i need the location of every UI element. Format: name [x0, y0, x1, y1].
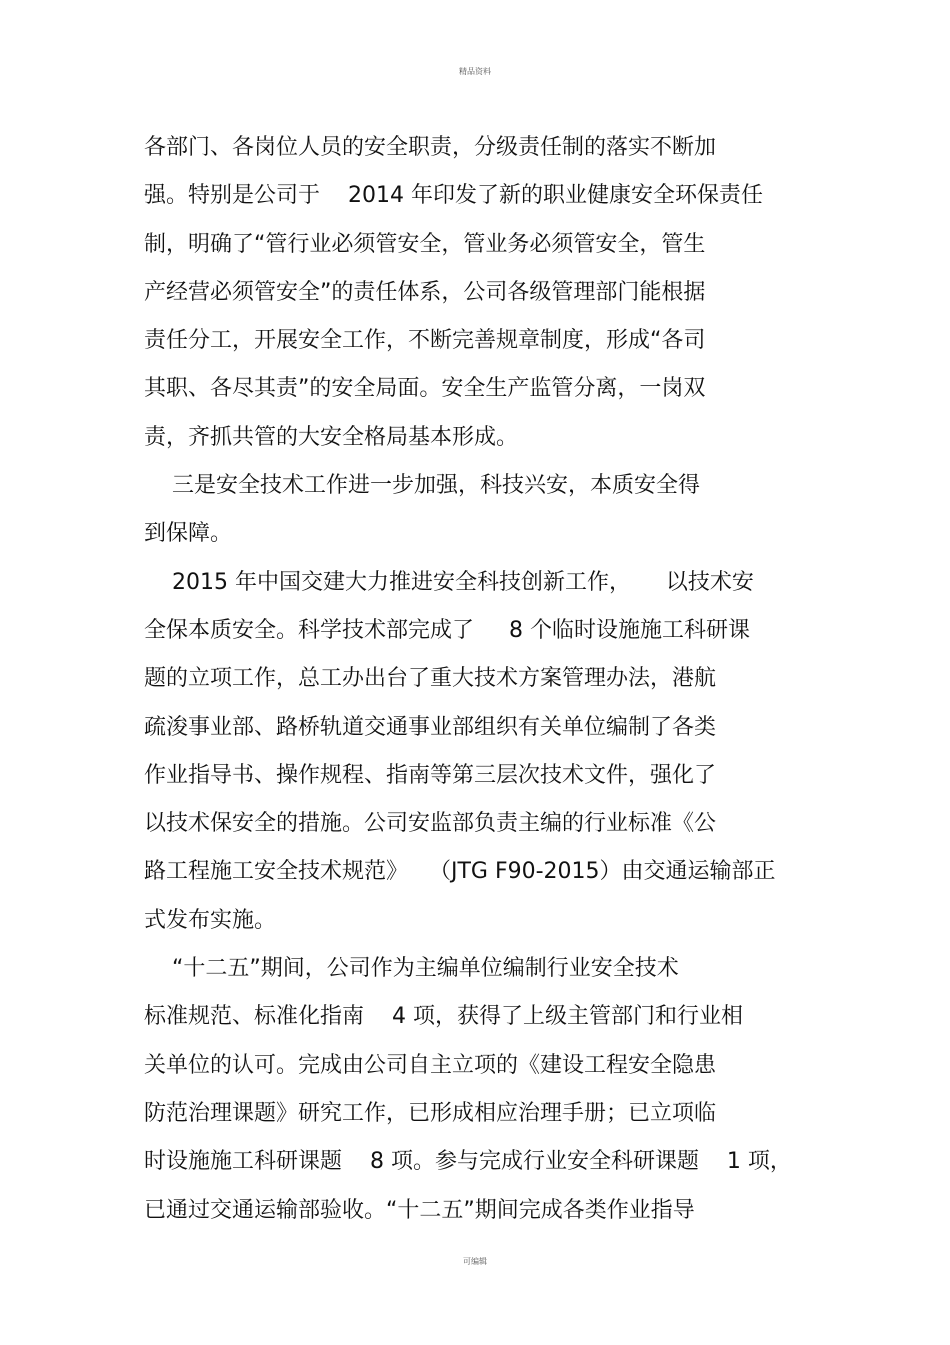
text-line: 式发布实施。	[144, 907, 277, 933]
text-line: 疏浚事业部、路桥轨道交通事业部组织有关单位编制了各类	[144, 714, 717, 740]
text-line: 强。特别是公司于 2014 年印发了新的职业健康安全环保责任	[144, 183, 763, 209]
text-line: 以技术保安全的措施。公司安监部负责主编的行业标准《公	[144, 811, 717, 837]
text-line: 制，明确了“管行业必须管安全，管业务必须管安全，管生	[144, 231, 706, 257]
text-line: 责，齐抓共管的大安全格局基本形成。	[144, 424, 519, 450]
text-line: 防范治理课题》研究工作，已形成相应治理手册；已立项临	[144, 1100, 717, 1126]
document-body	[144, 129, 824, 1240]
text-line: 到保障。	[144, 521, 233, 547]
text-line: 全保本质安全。科学技术部完成了 8 个临时设施施工科研课	[144, 617, 750, 643]
text-line: 题的立项工作，总工办出台了重大技术方案管理办法，港航	[144, 666, 717, 692]
text-line: 已通过交通运输部验收。“十二五”期间完成各类作业指导	[144, 1197, 695, 1223]
text-line: 产经营必须管安全”的责任体系，公司各级管理部门能根据	[144, 279, 706, 305]
page-header-watermark: 精品资料	[459, 67, 491, 76]
text-line: 其职、各尽其责”的安全局面。安全生产监管分离，一岗双	[144, 376, 706, 402]
text-line: 2015 年中国交建大力推进安全科技创新工作， 以技术安	[144, 569, 754, 595]
page-footer-watermark: 可编辑	[463, 1257, 487, 1266]
text-line: 作业指导书、操作规程、指南等第三层次技术文件，强化了	[144, 762, 717, 788]
text-line: 责任分工，开展安全工作，不断完善规章制度，形成“各司	[144, 328, 706, 354]
text-line: 关单位的认可。完成由公司自主立项的《建设工程安全隐患	[144, 1052, 717, 1078]
text-line: 各部门、各岗位人员的安全职责，分级责任制的落实不断加	[144, 135, 717, 160]
text-line: 三是安全技术工作进一步加强，科技兴安，本质安全得	[144, 473, 700, 499]
text-line: 标准规范、标准化指南 4 项，获得了上级主管部门和行业相	[144, 1004, 743, 1030]
text-line: 时设施施工科研课题 8 项。参与完成行业安全科研课题 1 项，	[144, 1149, 792, 1175]
text-line: 路工程施工安全技术规范》 （JTG F90-2015）由交通运输部正	[144, 859, 776, 885]
text-line: “十二五”期间，公司作为主编单位编制行业安全技术	[144, 956, 679, 982]
